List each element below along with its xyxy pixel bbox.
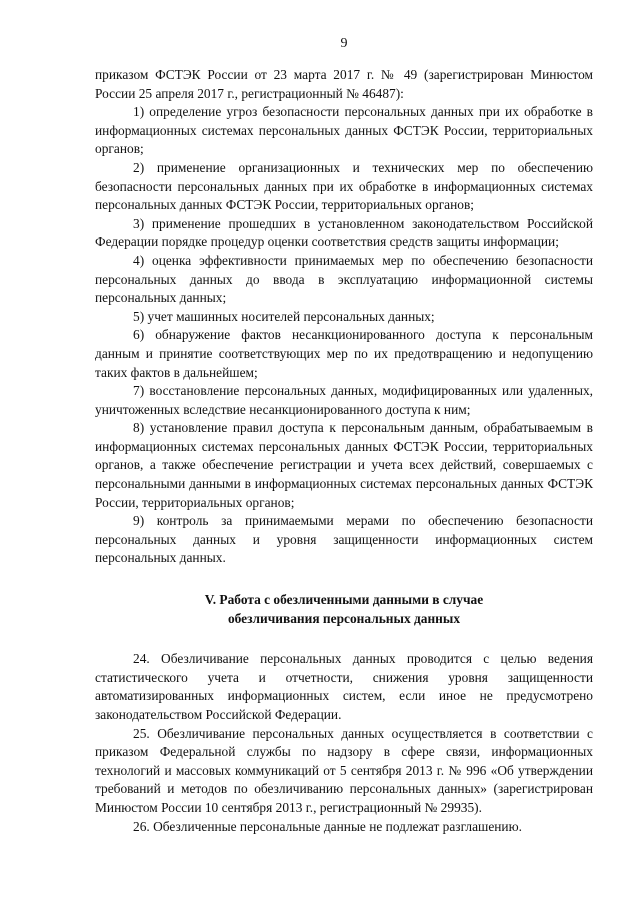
section-heading <box>95 591 593 628</box>
document-page <box>95 34 593 836</box>
list-item-2: 2) применение организационных и технических мер по обеспечению безопасности персональных данных при их обработке в информационных системах персональных данных ФСТЭК России, территориальных органов; <box>95 159 593 213</box>
list-item-4: 4) оценка эффективности принимаемых мер по обеспечению безопасности персональных данных до ввода в эксплуатацию информационной системы персональных данных; <box>95 252 593 306</box>
paragraph-26: 26. Обезличенные персональные данные не подлежат разглашению. <box>133 818 522 834</box>
intro-paragraph: приказом ФСТЭК России от 23 марта 2017 г. № 49 (зарегистрирован Минюстом России 25 апреля 2017 г., регистрационный № 46487): <box>95 67 593 101</box>
paragraph-25: 25. Обезличивание персональных данных осуществляется в соответствии с приказом Федеральной службы по надзору в сфере связи, информационных технологий и массовых коммуникаций от 5 сентября 2013 г. № 996 «Об утверждении требований и методов по обезличиванию персональных данных» (зарегистрирован Минюстом России 10 сентября 2013 г., регистрационный № 29935). <box>95 725 593 815</box>
section-heading-line-1: V. Работа с обезличенными данными в случае <box>204 592 484 608</box>
list-item-7: 7) восстановление персональных данных, модифицированных или удаленных, уничтоженных вследствие несанкционированного доступа к ним; <box>95 383 593 417</box>
list-item-1: 1) определение угроз безопасности персональных данных при их обработке в информационных системах персональных данных ФСТЭК России, территориальных органов; <box>95 104 593 157</box>
page-number: 9 <box>340 36 348 51</box>
list-item-8: 8) установление правил доступа к персональным данным, обрабатываемым в информационных системах персональных данных ФСТЭК России, территориальных органов, а также обеспечение регистрации и учета всех действий, совершаемых с персональными данными в информационных системах персональных данных ФСТЭК России, территориальных органов; <box>95 420 593 510</box>
list-item-6: 6) обнаружение фактов несанкционированного доступа к персональным данным и принятие соответствующих мер по их предотвращению и недопущению таких фактов в дальнейшем; <box>95 327 593 380</box>
list-item-3: 3) применение прошедших в установленном законодательством Российской Федерации порядке процедур оценки соответствия средств защиты информации; <box>95 215 593 250</box>
list-item-5: 5) учет машинных носителей персональных данных; <box>133 308 435 324</box>
paragraph-24: 24. Обезличивание персональных данных проводится с целью ведения статистического учета и отчетности, снижения уровня защищенности автоматизированных информационных систем, если иное не предусмотрено законодательством Российской Федерации. <box>95 651 593 722</box>
section-heading-line-2: обезличивания персональных данных <box>227 610 461 626</box>
list-item-9: 9) контроль за принимаемыми мерами по обеспечению безопасности персональных данных и уровня защищенности информационных систем персональных данных. <box>95 513 593 566</box>
